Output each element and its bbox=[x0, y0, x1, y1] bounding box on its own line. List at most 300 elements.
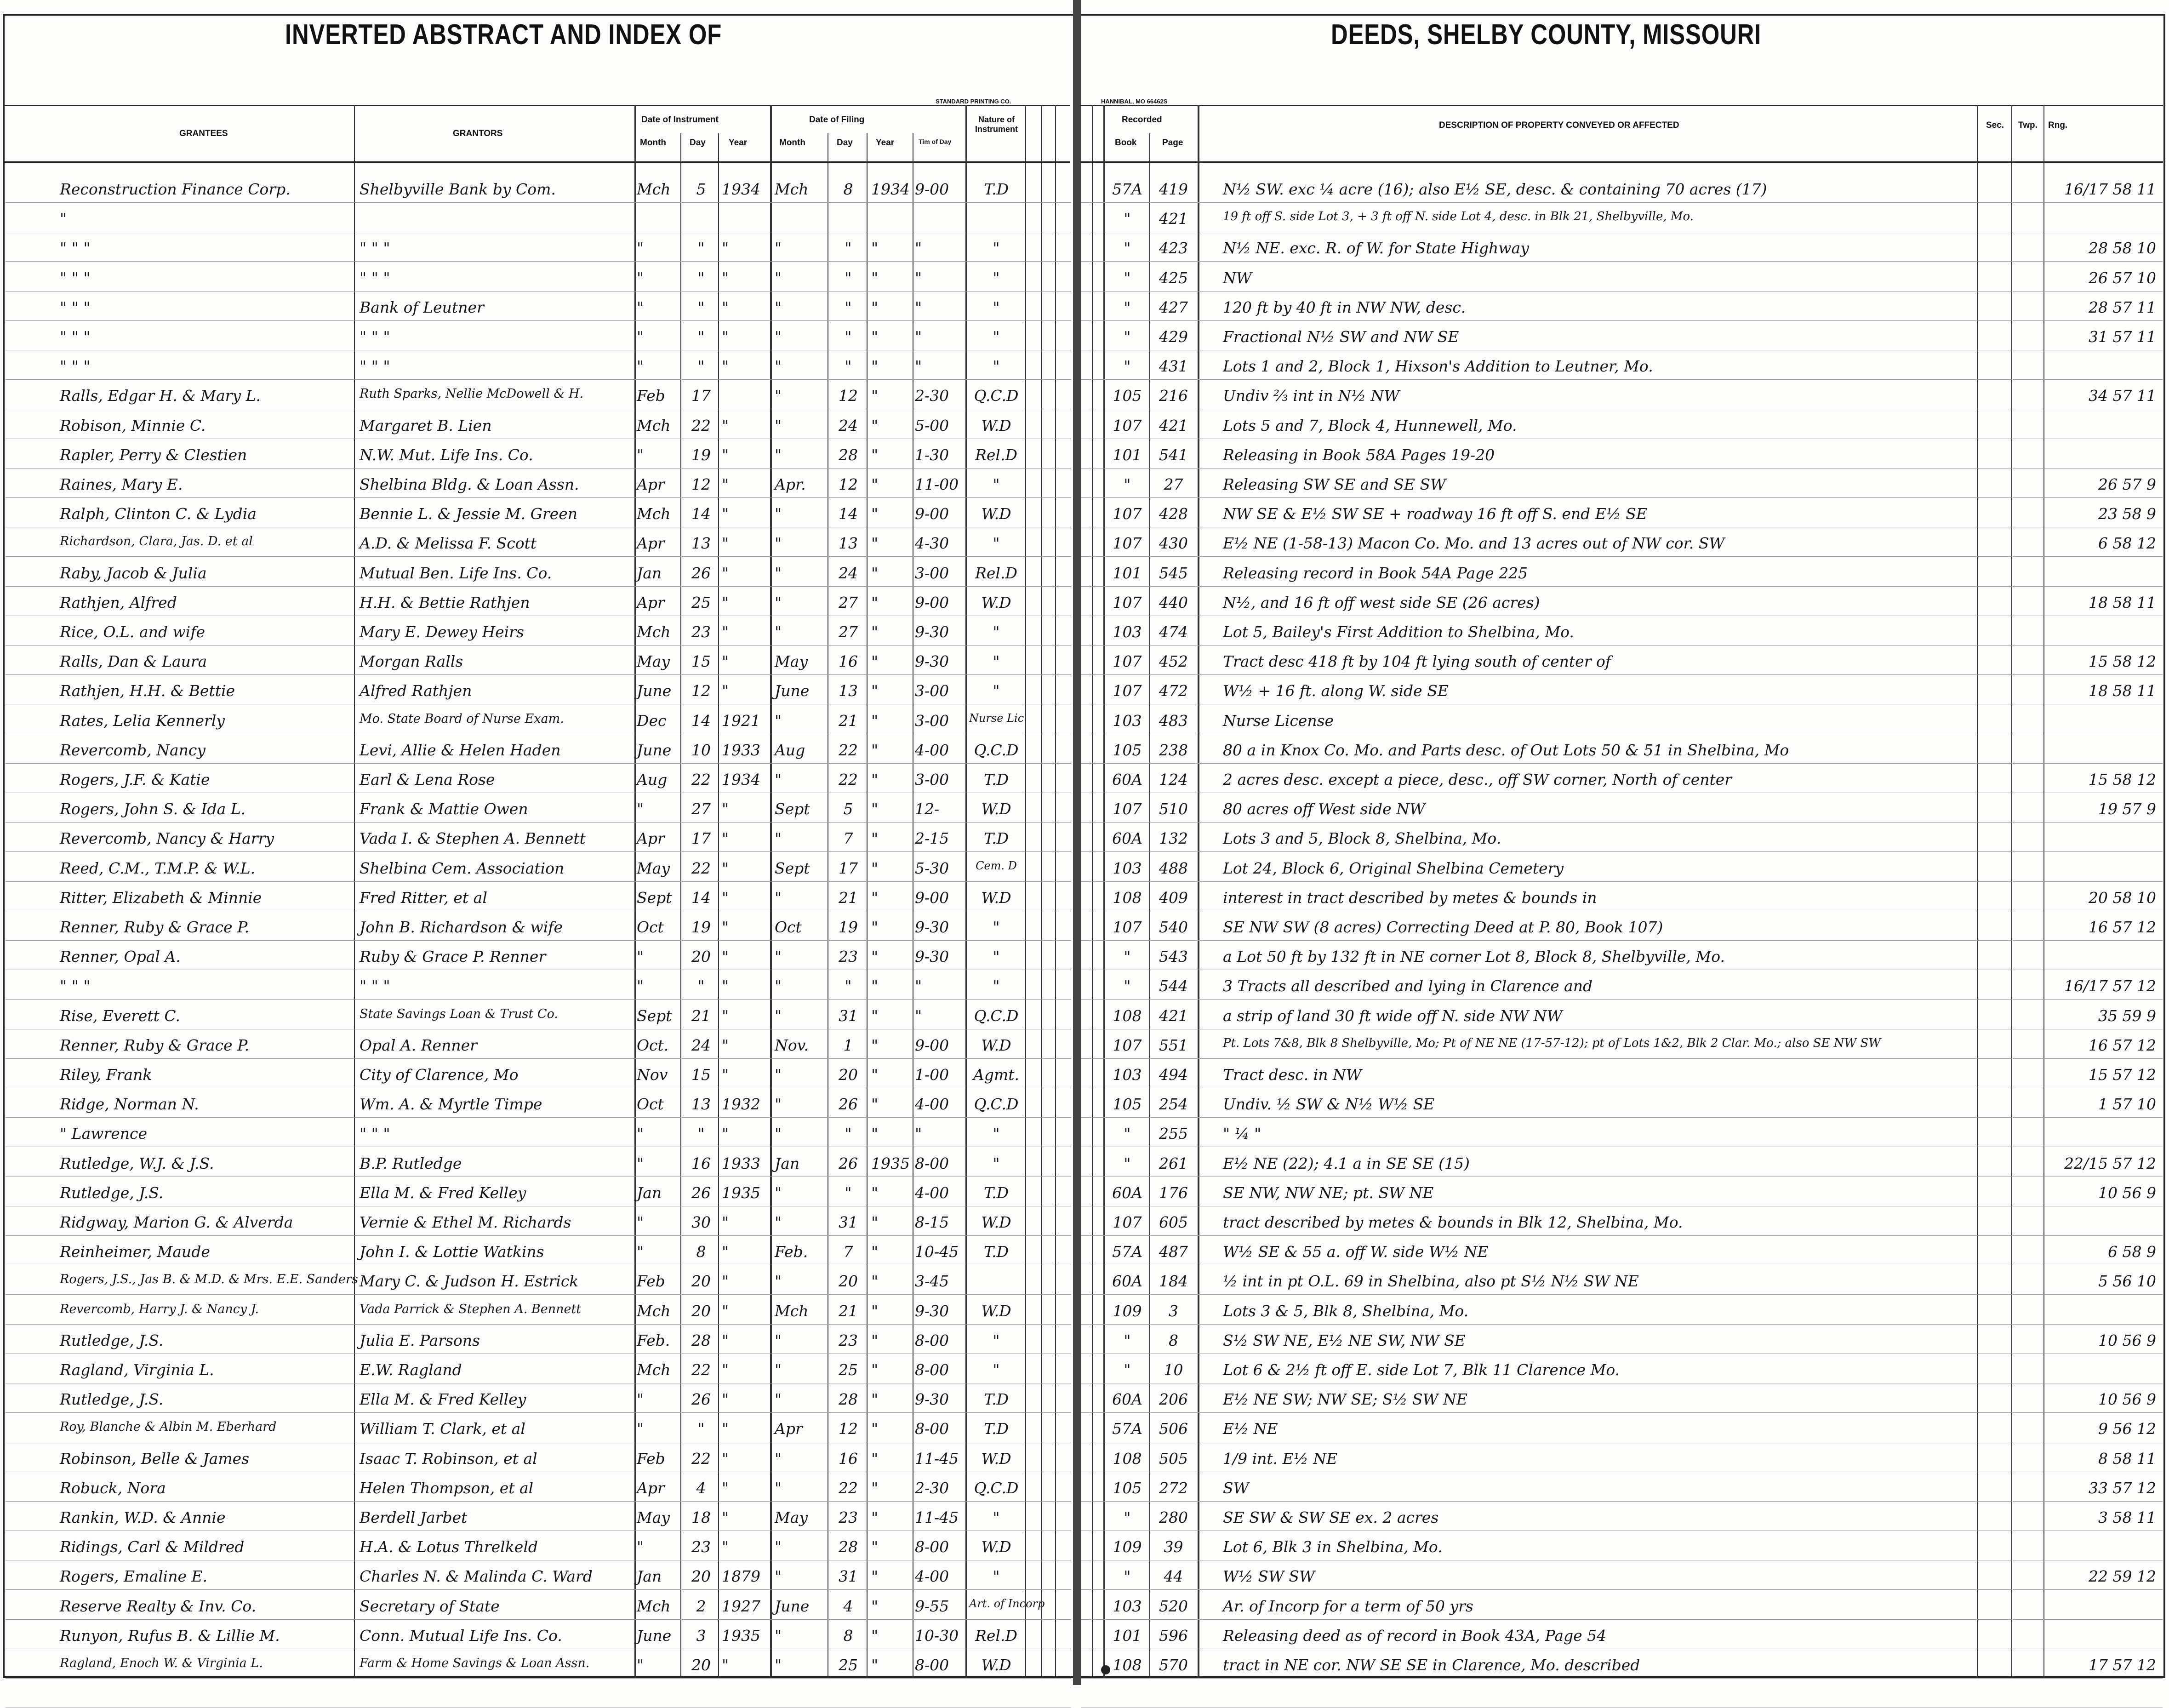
ledger-entry-row bbox=[0, 269, 2169, 288]
instrument-month-cell: Apr bbox=[637, 1479, 665, 1497]
grantor-cell: E.W. Ragland bbox=[360, 1361, 462, 1379]
filing-year-cell: " bbox=[871, 1243, 879, 1261]
instrument-day-cell: 13 bbox=[691, 1095, 711, 1113]
ledger-entry-row bbox=[0, 387, 2169, 406]
grantee-cell: Rogers, J.S., Jas B. & M.D. & Mrs. E.E. Sanders bbox=[60, 1272, 358, 1286]
instrument-day-cell: 12 bbox=[691, 682, 711, 700]
instrument-day-cell: 20 bbox=[691, 1656, 711, 1674]
filing-year-cell: " bbox=[871, 298, 879, 316]
filing-year-cell: " bbox=[871, 1095, 879, 1113]
grantor-cell: John B. Richardson & wife bbox=[360, 918, 563, 936]
instrument-month-cell: Sept bbox=[637, 1007, 672, 1025]
filing-year-cell: " bbox=[871, 1567, 879, 1585]
nature-cell: " bbox=[993, 239, 1000, 257]
instrument-month-cell: Apr bbox=[637, 829, 665, 847]
filing-time-cell: " bbox=[915, 269, 922, 287]
instrument-year-cell: 1879 bbox=[722, 1567, 760, 1585]
filing-year-cell: " bbox=[871, 328, 879, 346]
grantee-cell: Roy, Blanche & Albin M. Eberhard bbox=[60, 1420, 277, 1434]
filing-time-cell: " bbox=[915, 1007, 922, 1025]
filing-day-cell: 12 bbox=[839, 475, 858, 493]
filing-day-cell: " bbox=[845, 239, 852, 257]
right-page-title: DEEDS, SHELBY COUNTY, MISSOURI bbox=[1331, 19, 1762, 51]
filing-day-cell: 7 bbox=[843, 829, 853, 847]
description-cell: E½ NE (1-58-13) Macon Co. Mo. and 13 acres out of NW cor. SW bbox=[1223, 534, 1725, 552]
description-cell: Lots 1 and 2, Block 1, Hixson's Addition to Leutner, Mo. bbox=[1223, 357, 1653, 375]
filing-time-cell: 11-45 bbox=[915, 1450, 959, 1468]
page-cell: 44 bbox=[1164, 1567, 1183, 1585]
filing-month-cell: " bbox=[775, 357, 782, 375]
recorded-header: Recorded bbox=[1122, 115, 1162, 125]
binding-hole bbox=[1101, 1665, 1110, 1674]
grantee-cell: Ralph, Clinton C. & Lydia bbox=[60, 505, 257, 523]
instrument-year-cell: " bbox=[722, 298, 729, 316]
instrument-month-cell: " bbox=[637, 948, 644, 965]
ledger-rule-line bbox=[1081, 1294, 2163, 1295]
page-cell: 596 bbox=[1159, 1627, 1188, 1645]
instrument-day-cell: " bbox=[697, 1125, 705, 1142]
ledger-entry-row bbox=[0, 1272, 2169, 1291]
section-township-range-cell: 15 57 12 bbox=[2089, 1066, 2156, 1084]
grantor-cell: Mary E. Dewey Heirs bbox=[360, 623, 524, 641]
filing-month-cell: " bbox=[775, 298, 782, 316]
grantee-cell: Rutledge, W.J. & J.S. bbox=[60, 1154, 214, 1172]
filing-month-cell: Mch bbox=[775, 180, 809, 198]
filing-year-header: Year bbox=[876, 138, 895, 148]
instrument-month-cell: " bbox=[637, 1125, 644, 1142]
filing-time-cell: 1-30 bbox=[915, 446, 949, 464]
grantor-cell: Helen Thompson, et al bbox=[360, 1479, 534, 1497]
filing-month-cell: " bbox=[775, 1361, 782, 1379]
ledger-entry-row bbox=[0, 623, 2169, 642]
ledger-entry-row bbox=[0, 652, 2169, 672]
filing-day-cell: 31 bbox=[839, 1213, 858, 1231]
page-cell: 423 bbox=[1159, 239, 1188, 257]
nature-cell: Rel.D bbox=[975, 446, 1017, 464]
section-township-range-cell: 18 58 11 bbox=[2089, 594, 2156, 611]
filing-month-cell: " bbox=[775, 1567, 782, 1585]
filing-year-cell: " bbox=[871, 1213, 879, 1231]
ledger-rule-line bbox=[6, 1117, 1071, 1118]
instrument-year-cell: " bbox=[722, 1036, 729, 1054]
instrument-day-cell: " bbox=[697, 328, 705, 346]
grantor-cell: Wm. A. & Myrtle Timpe bbox=[360, 1095, 542, 1113]
instrument-day-cell: " bbox=[697, 1420, 705, 1438]
filing-year-cell: " bbox=[871, 977, 879, 995]
grantee-cell: " " " bbox=[60, 239, 91, 257]
instrument-year-cell: " bbox=[722, 682, 729, 700]
instrument-day-cell: 14 bbox=[691, 889, 711, 907]
ledger-rule-line bbox=[6, 1619, 1071, 1620]
ledger-rule-line bbox=[1081, 1678, 2163, 1679]
filing-day-cell: " bbox=[845, 1184, 852, 1202]
filing-time-cell: 2-30 bbox=[915, 387, 949, 405]
section-township-range-cell: 17 57 12 bbox=[2089, 1656, 2156, 1674]
filing-month-cell: May bbox=[775, 1508, 808, 1526]
description-cell: SE NW SW (8 acres) Correcting Deed at P. 80, Book 107) bbox=[1223, 918, 1663, 936]
book-cell: " bbox=[1124, 1567, 1131, 1585]
book-cell: 60A bbox=[1112, 1390, 1142, 1408]
instrument-month-cell: Jan bbox=[637, 1567, 662, 1585]
description-cell: Releasing SW SE and SE SW bbox=[1223, 475, 1446, 493]
ledger-entry-row bbox=[0, 800, 2169, 819]
left-column-header-band bbox=[5, 105, 1070, 163]
instrument-day-cell: 14 bbox=[691, 712, 711, 730]
grantee-cell: Robinson, Belle & James bbox=[60, 1450, 250, 1468]
description-cell: Releasing record in Book 54A Page 225 bbox=[1223, 564, 1528, 582]
filing-day-cell: 5 bbox=[843, 800, 853, 818]
instrument-month-cell: Apr bbox=[637, 594, 665, 611]
description-cell: 3 Tracts all described and lying in Clarence and bbox=[1223, 977, 1593, 995]
nature-cell: W.D bbox=[981, 505, 1011, 523]
filing-year-cell: " bbox=[871, 771, 879, 788]
ledger-entry-row bbox=[0, 1450, 2169, 1469]
instrument-year-cell: " bbox=[722, 800, 729, 818]
filing-time-cell: 3-00 bbox=[915, 564, 949, 582]
description-cell: tract in NE cor. NW SE SE in Clarence, Mo. described bbox=[1223, 1656, 1640, 1674]
nature-cell: T.D bbox=[983, 829, 1009, 847]
nature-cell: Q.C.D bbox=[974, 1007, 1019, 1025]
description-cell: W½ + 16 ft. along W. side SE bbox=[1223, 682, 1449, 700]
filing-time-cell: " bbox=[915, 298, 922, 316]
description-cell: Lots 3 and 5, Block 8, Shelbina, Mo. bbox=[1223, 829, 1501, 847]
ledger-entry-row bbox=[0, 1066, 2169, 1085]
page-cell: 487 bbox=[1159, 1243, 1188, 1261]
grantee-cell: " " " bbox=[60, 298, 91, 316]
nature-cell: W.D bbox=[981, 1302, 1011, 1320]
nature-cell: " bbox=[993, 357, 1000, 375]
ledger-rule-line bbox=[6, 881, 1071, 882]
instrument-year-cell: " bbox=[722, 1538, 729, 1556]
instrument-day-cell: 19 bbox=[691, 446, 711, 464]
grantee-cell: Rankin, W.D. & Annie bbox=[60, 1508, 226, 1526]
instrument-day-cell: 22 bbox=[691, 1361, 711, 1379]
filing-month-cell: May bbox=[775, 652, 808, 670]
grantor-cell: Julia E. Parsons bbox=[360, 1331, 480, 1349]
instrument-day-cell: 27 bbox=[691, 800, 711, 818]
instrument-day-cell: 19 bbox=[691, 918, 711, 936]
filing-month-cell: " bbox=[775, 1331, 782, 1349]
filing-time-cell: " bbox=[915, 1125, 922, 1142]
filing-year-cell: " bbox=[871, 829, 879, 847]
filing-time-cell: 9-30 bbox=[915, 1390, 949, 1408]
instrument-month-cell: " bbox=[637, 1390, 644, 1408]
instrument-day-cell: " bbox=[697, 298, 705, 316]
instrument-year-cell: " bbox=[722, 534, 729, 552]
section-township-range-cell: 8 58 11 bbox=[2098, 1450, 2156, 1468]
filing-day-cell: " bbox=[845, 298, 852, 316]
ledger-rule-line bbox=[1081, 999, 2163, 1000]
filing-year-cell: " bbox=[871, 1331, 879, 1349]
instrument-year-cell: " bbox=[722, 1390, 729, 1408]
filing-year-cell: " bbox=[871, 682, 879, 700]
instrument-year-cell: " bbox=[722, 446, 729, 464]
book-cell: " bbox=[1124, 239, 1131, 257]
book-cell: 107 bbox=[1113, 1036, 1142, 1054]
instrument-year-cell: " bbox=[722, 652, 729, 670]
filing-month-cell: " bbox=[775, 269, 782, 287]
book-cell: 101 bbox=[1113, 446, 1142, 464]
page-cell: 483 bbox=[1159, 712, 1188, 730]
instrument-year-cell: " bbox=[722, 1656, 729, 1674]
filing-day-cell: 17 bbox=[839, 859, 858, 877]
instrument-year-cell: " bbox=[722, 1272, 729, 1290]
nature-cell: Q.C.D bbox=[974, 387, 1019, 405]
ledger-rule-line bbox=[6, 586, 1071, 587]
grantee-cell: Ralls, Edgar H. & Mary L. bbox=[60, 387, 261, 405]
filing-month-cell: " bbox=[775, 594, 782, 611]
instrument-day-cell: 25 bbox=[691, 594, 711, 611]
section-township-range-cell: 1 57 10 bbox=[2098, 1095, 2156, 1113]
page-cell: 216 bbox=[1159, 387, 1188, 405]
instrument-year-cell: " bbox=[722, 239, 729, 257]
filing-year-cell: " bbox=[871, 800, 879, 818]
filing-day-cell: 13 bbox=[839, 534, 858, 552]
page-cell: 474 bbox=[1159, 623, 1188, 641]
nature-cell: " bbox=[993, 652, 1000, 670]
instrument-month-cell: " bbox=[637, 1420, 644, 1438]
instrument-day-cell: 16 bbox=[691, 1154, 711, 1172]
grantors-header: GRANTORS bbox=[453, 129, 503, 138]
grantor-cell: Shelbina Cem. Association bbox=[360, 859, 565, 877]
ledger-rule-line bbox=[6, 763, 1071, 764]
ledger-rule-line bbox=[1081, 379, 2163, 380]
grantor-cell: Bennie L. & Jessie M. Green bbox=[360, 505, 578, 523]
filing-time-cell: 9-00 bbox=[915, 505, 949, 523]
filing-time-cell: 9-55 bbox=[915, 1597, 949, 1615]
ledger-rule-line bbox=[1081, 556, 2163, 557]
grantee-cell: Renner, Opal A. bbox=[60, 948, 181, 965]
filing-day-cell: 7 bbox=[843, 1243, 853, 1261]
filing-month-cell: " bbox=[775, 623, 782, 641]
section-township-range-cell: 16 57 12 bbox=[2089, 1036, 2156, 1054]
nature-cell: W.D bbox=[981, 1036, 1011, 1054]
page-cell: 506 bbox=[1159, 1420, 1188, 1438]
filing-month-cell: " bbox=[775, 446, 782, 464]
book-cell: 57A bbox=[1112, 180, 1142, 198]
book-cell: 57A bbox=[1112, 1420, 1142, 1438]
filing-day-cell: " bbox=[845, 357, 852, 375]
instrument-month-cell: Mch bbox=[637, 1597, 671, 1615]
filing-day-cell: 16 bbox=[839, 1450, 858, 1468]
filing-year-cell: 1935 bbox=[871, 1154, 910, 1172]
book-cell: " bbox=[1124, 475, 1131, 493]
filing-time-cell: 8-00 bbox=[915, 1656, 949, 1674]
description-cell: Releasing in Book 58A Pages 19-20 bbox=[1223, 446, 1495, 464]
filing-month-cell: Mch bbox=[775, 1302, 809, 1320]
filing-month-cell: " bbox=[775, 328, 782, 346]
instrument-year-header: Year bbox=[729, 138, 748, 148]
ledger-entry-row bbox=[0, 889, 2169, 908]
ledger-rule-line bbox=[6, 320, 1071, 321]
instrument-year-cell: " bbox=[722, 1302, 729, 1320]
nature-cell: W.D bbox=[981, 1538, 1011, 1556]
nature-cell: " bbox=[993, 623, 1000, 641]
grantor-cell: Berdell Jarbet bbox=[360, 1508, 468, 1526]
filing-time-cell: 8-00 bbox=[915, 1420, 949, 1438]
filing-day-cell: 24 bbox=[839, 564, 858, 582]
book-cell: 57A bbox=[1112, 1243, 1142, 1261]
ledger-entry-row bbox=[0, 534, 2169, 554]
filing-day-cell: " bbox=[845, 977, 852, 995]
ledger-entry-row bbox=[0, 298, 2169, 318]
instrument-year-cell: " bbox=[722, 918, 729, 936]
right-column-header-band bbox=[1080, 105, 2163, 163]
instrument-month-cell: Feb bbox=[637, 387, 665, 405]
ledger-entry-row bbox=[0, 1390, 2169, 1410]
ledger-rule-line bbox=[1081, 1501, 2163, 1502]
ledger-rule-line bbox=[6, 1058, 1071, 1059]
grantee-cell: Ridge, Norman N. bbox=[60, 1095, 199, 1113]
page-cell: 488 bbox=[1159, 859, 1188, 877]
ledger-rule-line bbox=[1081, 763, 2163, 764]
filing-month-cell: Nov. bbox=[775, 1036, 809, 1054]
filing-month-cell: " bbox=[775, 977, 782, 995]
instrument-month-cell: Aug bbox=[637, 771, 668, 788]
ledger-entry-row bbox=[0, 771, 2169, 790]
instrument-day-cell: 20 bbox=[691, 1302, 711, 1320]
grantee-cell: Ridgway, Marion G. & Alverda bbox=[60, 1213, 293, 1231]
filing-month-cell: " bbox=[775, 534, 782, 552]
filing-month-cell: " bbox=[775, 829, 782, 847]
filing-time-cell: 9-00 bbox=[915, 1036, 949, 1054]
filing-time-cell: 9-30 bbox=[915, 1302, 949, 1320]
filing-year-cell: " bbox=[871, 1597, 879, 1615]
section-township-range-cell: 9 56 12 bbox=[2098, 1420, 2156, 1438]
grantor-cell: Ruby & Grace P. Renner bbox=[360, 948, 546, 965]
description-cell: tract described by metes & bounds in Blk 12, Shelbina, Mo. bbox=[1223, 1213, 1683, 1231]
book-cell: 103 bbox=[1113, 859, 1142, 877]
description-cell: ½ int in pt O.L. 69 in Shelbina, also pt S½ N½ SW NE bbox=[1223, 1272, 1639, 1290]
instrument-year-cell: 1935 bbox=[722, 1184, 760, 1202]
instrument-month-cell: " bbox=[637, 1213, 644, 1231]
grantee-cell: Renner, Ruby & Grace P. bbox=[60, 1036, 250, 1054]
instrument-year-cell: " bbox=[722, 1007, 729, 1025]
filing-month-cell: " bbox=[775, 889, 782, 907]
filing-year-cell: " bbox=[871, 623, 879, 641]
filing-time-cell: 5-00 bbox=[915, 417, 949, 434]
section-township-range-cell: 31 57 11 bbox=[2089, 328, 2156, 346]
ledger-rule-line bbox=[6, 1412, 1071, 1413]
filing-month-cell: " bbox=[775, 1538, 782, 1556]
filing-day-cell: 1 bbox=[843, 1036, 853, 1054]
instrument-month-cell: May bbox=[637, 859, 670, 877]
book-cell: 105 bbox=[1113, 741, 1142, 759]
filing-time-cell: 9-00 bbox=[915, 594, 949, 611]
instrument-year-cell: 1934 bbox=[722, 771, 760, 788]
instrument-month-cell: " bbox=[637, 328, 644, 346]
filing-month-cell: " bbox=[775, 948, 782, 965]
left-page-title: INVERTED ABSTRACT AND INDEX OF bbox=[285, 19, 722, 51]
instrument-year-cell: " bbox=[722, 475, 729, 493]
grantee-cell: Ragland, Virginia L. bbox=[60, 1361, 214, 1379]
filing-time-cell: 9-00 bbox=[915, 889, 949, 907]
filing-day-cell: " bbox=[845, 328, 852, 346]
instrument-day-cell: 21 bbox=[691, 1007, 711, 1025]
page-cell: 421 bbox=[1159, 417, 1188, 434]
grantor-cell: Opal A. Renner bbox=[360, 1036, 477, 1054]
description-cell: 2 acres desc. except a piece, desc., off SW corner, North of center bbox=[1223, 771, 1732, 788]
filing-month-cell: Oct bbox=[775, 918, 802, 936]
page-cell: 510 bbox=[1159, 800, 1188, 818]
filing-year-cell: " bbox=[871, 741, 879, 759]
book-cell: 108 bbox=[1113, 889, 1142, 907]
book-cell: 101 bbox=[1113, 564, 1142, 582]
section-township-range-cell: 22/15 57 12 bbox=[2064, 1154, 2156, 1172]
filing-month-header: Month bbox=[779, 138, 805, 148]
book-cell: " bbox=[1124, 298, 1131, 316]
filing-day-cell: 21 bbox=[839, 712, 858, 730]
ledger-entry-row bbox=[0, 682, 2169, 701]
grantee-cell: Rapler, Perry & Clestien bbox=[60, 446, 247, 464]
filing-year-cell: " bbox=[871, 1272, 879, 1290]
section-township-range-cell: 15 58 12 bbox=[2089, 771, 2156, 788]
filing-time-cell: 5-30 bbox=[915, 859, 949, 877]
book-cell: 103 bbox=[1113, 712, 1142, 730]
ledger-entry-row bbox=[0, 1213, 2169, 1233]
page-cell: 124 bbox=[1159, 771, 1188, 788]
grantee-cell: Reconstruction Finance Corp. bbox=[60, 180, 291, 198]
filing-month-cell: " bbox=[775, 1066, 782, 1084]
grantee-cell: Revercomb, Nancy & Harry bbox=[60, 829, 274, 847]
grantee-cell: Rathjen, H.H. & Bettie bbox=[60, 682, 235, 700]
instrument-day-cell: 20 bbox=[691, 1272, 711, 1290]
filing-year-cell: " bbox=[871, 357, 879, 375]
book-cell: " bbox=[1124, 977, 1131, 995]
nature-cell: T.D bbox=[983, 1390, 1009, 1408]
book-cell: 101 bbox=[1113, 1627, 1142, 1645]
section-township-range-cell: 10 56 9 bbox=[2098, 1331, 2156, 1349]
grantee-cell: Rutledge, J.S. bbox=[60, 1184, 164, 1202]
page-cell: 176 bbox=[1159, 1184, 1188, 1202]
page-cell: 425 bbox=[1159, 269, 1188, 287]
description-cell: S½ SW NE, E½ NE SW, NW SE bbox=[1223, 1331, 1466, 1349]
book-cell: 107 bbox=[1113, 918, 1142, 936]
filing-time-cell: 12- bbox=[915, 800, 940, 818]
grantor-cell: William T. Clark, et al bbox=[360, 1420, 525, 1438]
range-header: Rng. bbox=[2048, 120, 2068, 130]
filing-time-cell: 2-30 bbox=[915, 1479, 949, 1497]
filing-day-cell: 24 bbox=[839, 417, 858, 434]
ledger-entry-row bbox=[0, 1302, 2169, 1321]
ledger-rule-line bbox=[1081, 1117, 2163, 1118]
description-cell: a Lot 50 ft by 132 ft in NE corner Lot 8, Block 8, Shelbyville, Mo. bbox=[1223, 948, 1725, 965]
filing-year-cell: " bbox=[871, 594, 879, 611]
ledger-rule-line bbox=[6, 1589, 1071, 1590]
book-cell: 105 bbox=[1113, 1479, 1142, 1497]
ledger-entry-row bbox=[0, 1154, 2169, 1174]
page-cell: 10 bbox=[1164, 1361, 1183, 1379]
instrument-month-cell: " bbox=[637, 446, 644, 464]
page-cell: 419 bbox=[1159, 180, 1188, 198]
instrument-month-cell: Sept bbox=[637, 889, 672, 907]
filing-month-cell: " bbox=[775, 564, 782, 582]
section-township-range-cell: 33 57 12 bbox=[2089, 1479, 2156, 1497]
ledger-rule-line bbox=[1081, 1058, 2163, 1059]
nature-cell: " bbox=[993, 1125, 1000, 1142]
nature-cell: W.D bbox=[981, 1656, 1011, 1674]
ledger-entry-row bbox=[0, 1567, 2169, 1587]
ledger-rule-line bbox=[6, 940, 1071, 941]
filing-month-cell: Feb. bbox=[775, 1243, 808, 1261]
grantor-cell: A.D. & Melissa F. Scott bbox=[360, 534, 537, 552]
filing-month-cell: Jan bbox=[775, 1154, 800, 1172]
grantee-cell: Riley, Frank bbox=[60, 1066, 152, 1084]
filing-time-cell: 10-45 bbox=[915, 1243, 959, 1261]
ledger-rule-line bbox=[1081, 940, 2163, 941]
instrument-month-cell: Feb bbox=[637, 1450, 665, 1468]
ledger-entry-row bbox=[0, 1538, 2169, 1557]
